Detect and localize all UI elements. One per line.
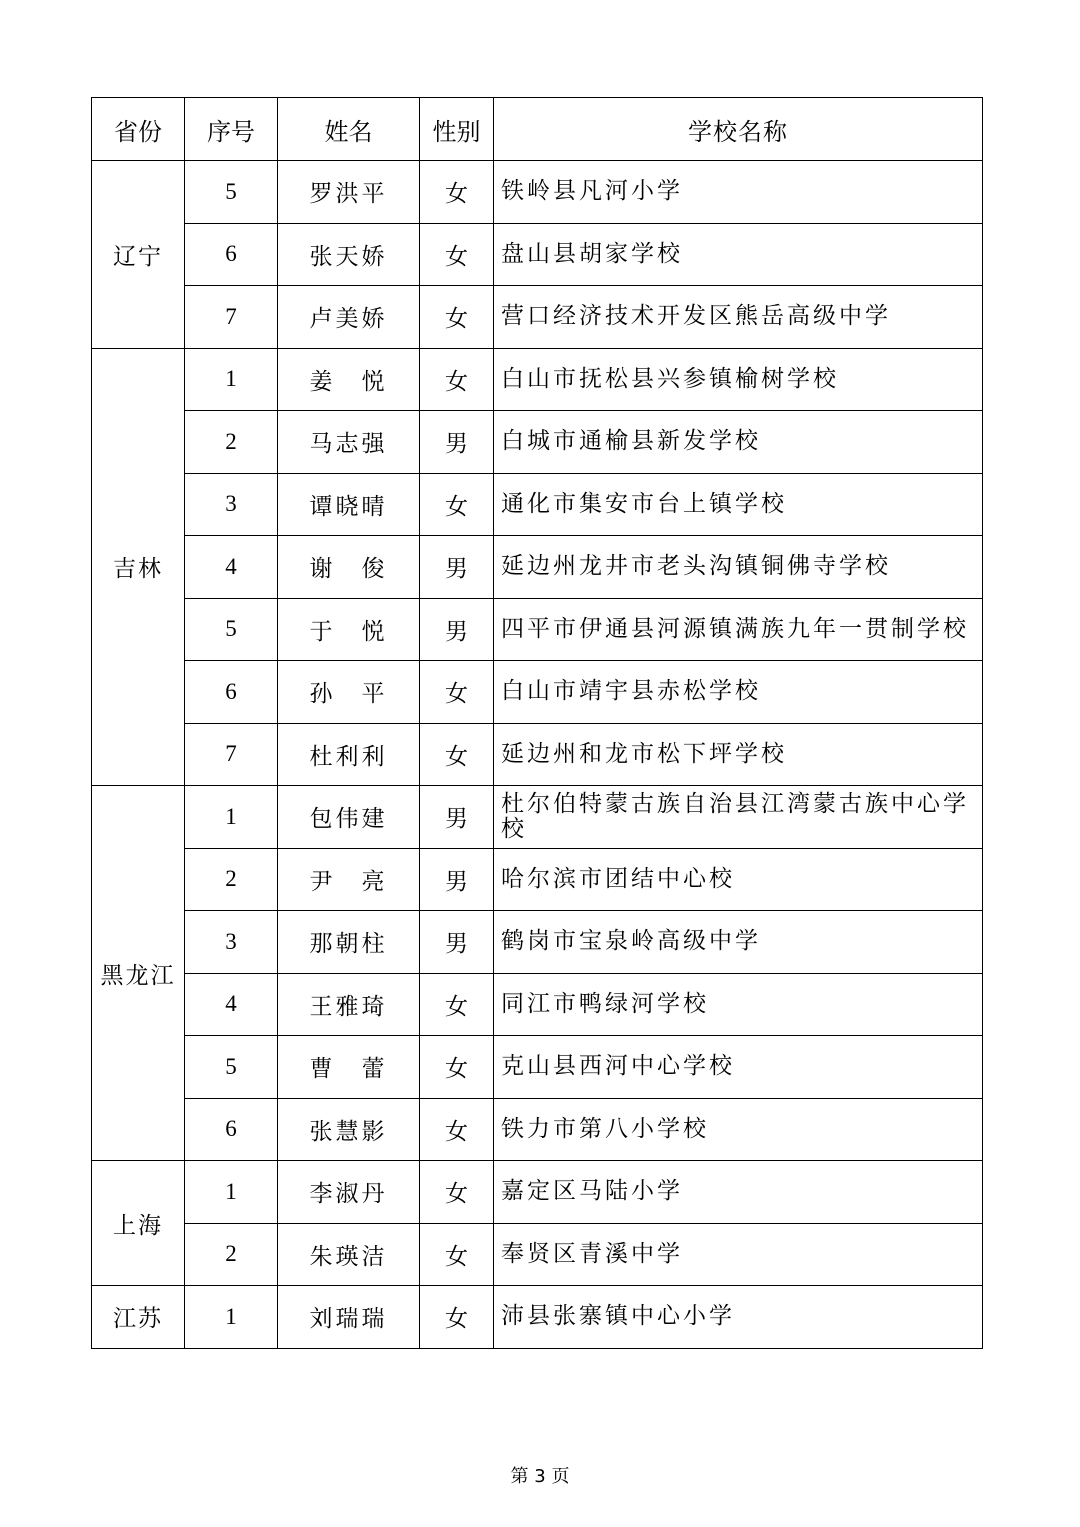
gender-cell: 女 (420, 661, 494, 724)
table-row (92, 161, 983, 224)
school-cell: 通化市集安市台上镇学校 (494, 473, 983, 536)
province-cell: 江苏 (92, 1286, 185, 1349)
seq-cell: 1 (185, 1286, 278, 1349)
school-cell: 四平市伊通县河源镇满族九年一贯制学校 (494, 598, 983, 661)
school-cell: 哈尔滨市团结中心校 (494, 848, 983, 911)
seq-cell: 5 (185, 1036, 278, 1099)
seq-cell: 4 (185, 973, 278, 1036)
name-cell: 张天娇 (278, 223, 420, 286)
gender-cell: 男 (420, 848, 494, 911)
header-gender: 性别 (420, 98, 494, 161)
province-cell: 吉林 (92, 348, 185, 786)
seq-cell: 5 (185, 161, 278, 224)
table-row (92, 1036, 983, 1099)
name-cell: 孙 平 (278, 661, 420, 724)
name-cell: 马志强 (278, 411, 420, 474)
school-cell: 鹤岗市宝泉岭高级中学 (494, 911, 983, 974)
school-cell: 营口经济技术开发区熊岳高级中学 (494, 286, 983, 349)
seq-cell: 2 (185, 1223, 278, 1286)
school-cell: 沛县张寨镇中心小学 (494, 1286, 983, 1349)
table-row (92, 973, 983, 1036)
name-cell: 王雅琦 (278, 973, 420, 1036)
gender-cell: 女 (420, 223, 494, 286)
gender-cell: 女 (420, 348, 494, 411)
name-cell: 刘瑞瑞 (278, 1286, 420, 1349)
name-cell: 谢 俊 (278, 536, 420, 599)
school-cell: 延边州龙井市老头沟镇铜佛寺学校 (494, 536, 983, 599)
table-row (92, 661, 983, 724)
school-cell: 延边州和龙市松下坪学校 (494, 723, 983, 786)
table-row (92, 848, 983, 911)
header-row (92, 98, 983, 161)
header-name: 姓名 (278, 98, 420, 161)
table-row (92, 223, 983, 286)
province-cell: 黑龙江 (92, 786, 185, 1161)
seq-cell: 6 (185, 661, 278, 724)
gender-cell: 男 (420, 598, 494, 661)
gender-cell: 女 (420, 1286, 494, 1349)
name-cell: 张慧影 (278, 1098, 420, 1161)
table-row (92, 1286, 983, 1349)
gender-cell: 男 (420, 536, 494, 599)
seq-cell: 7 (185, 286, 278, 349)
seq-cell: 1 (185, 786, 278, 849)
table-row (92, 348, 983, 411)
name-cell: 谭晓晴 (278, 473, 420, 536)
school-cell: 奉贤区青溪中学 (494, 1223, 983, 1286)
name-cell: 姜 悦 (278, 348, 420, 411)
table-row (92, 1098, 983, 1161)
school-cell: 铁岭县凡河小学 (494, 161, 983, 224)
table-row (92, 411, 983, 474)
gender-cell: 女 (420, 161, 494, 224)
name-cell: 于 悦 (278, 598, 420, 661)
header-province: 省份 (92, 98, 185, 161)
seq-cell: 4 (185, 536, 278, 599)
table-body (92, 161, 983, 1349)
seq-cell: 6 (185, 223, 278, 286)
name-cell: 那朝柱 (278, 911, 420, 974)
table-row (92, 473, 983, 536)
seq-cell: 5 (185, 598, 278, 661)
table-header (92, 98, 983, 161)
seq-cell: 2 (185, 848, 278, 911)
table-row (92, 536, 983, 599)
table-row (92, 286, 983, 349)
name-cell: 卢美娇 (278, 286, 420, 349)
gender-cell: 女 (420, 973, 494, 1036)
gender-cell: 女 (420, 1223, 494, 1286)
province-cell: 辽宁 (92, 161, 185, 349)
header-school: 学校名称 (494, 98, 983, 161)
school-cell: 铁力市第八小学校 (494, 1098, 983, 1161)
school-cell: 白山市抚松县兴参镇榆树学校 (494, 348, 983, 411)
seq-cell: 3 (185, 911, 278, 974)
gender-cell: 女 (420, 1036, 494, 1099)
seq-cell: 1 (185, 1161, 278, 1224)
name-cell: 杜利利 (278, 723, 420, 786)
school-cell: 嘉定区马陆小学 (494, 1161, 983, 1224)
header-seq: 序号 (185, 98, 278, 161)
roster-table (91, 97, 983, 1349)
gender-cell: 女 (420, 473, 494, 536)
gender-cell: 男 (420, 411, 494, 474)
gender-cell: 女 (420, 1161, 494, 1224)
name-cell: 曹 蕾 (278, 1036, 420, 1099)
school-cell: 白城市通榆县新发学校 (494, 411, 983, 474)
name-cell: 包伟建 (278, 786, 420, 849)
seq-cell: 7 (185, 723, 278, 786)
table-row (92, 911, 983, 974)
name-cell: 朱瑛洁 (278, 1223, 420, 1286)
table-row (92, 1223, 983, 1286)
gender-cell: 女 (420, 1098, 494, 1161)
school-cell: 克山县西河中心学校 (494, 1036, 983, 1099)
table-row (92, 723, 983, 786)
gender-cell: 女 (420, 286, 494, 349)
seq-cell: 6 (185, 1098, 278, 1161)
gender-cell: 女 (420, 723, 494, 786)
name-cell: 尹 亮 (278, 848, 420, 911)
table-row (92, 786, 983, 849)
table-row (92, 1161, 983, 1224)
table-row (92, 598, 983, 661)
province-cell: 上海 (92, 1161, 185, 1286)
school-cell: 盘山县胡家学校 (494, 223, 983, 286)
gender-cell: 男 (420, 911, 494, 974)
seq-cell: 1 (185, 348, 278, 411)
page-number: 第 3 页 (510, 1466, 570, 1487)
seq-cell: 3 (185, 473, 278, 536)
school-cell: 同江市鸭绿河学校 (494, 973, 983, 1036)
school-cell: 白山市靖宇县赤松学校 (494, 661, 983, 724)
gender-cell: 男 (420, 786, 494, 849)
seq-cell: 2 (185, 411, 278, 474)
school-cell: 杜尔伯特蒙古族自治县江湾蒙古族中心学校 (494, 786, 983, 849)
name-cell: 罗洪平 (278, 161, 420, 224)
name-cell: 李淑丹 (278, 1161, 420, 1224)
